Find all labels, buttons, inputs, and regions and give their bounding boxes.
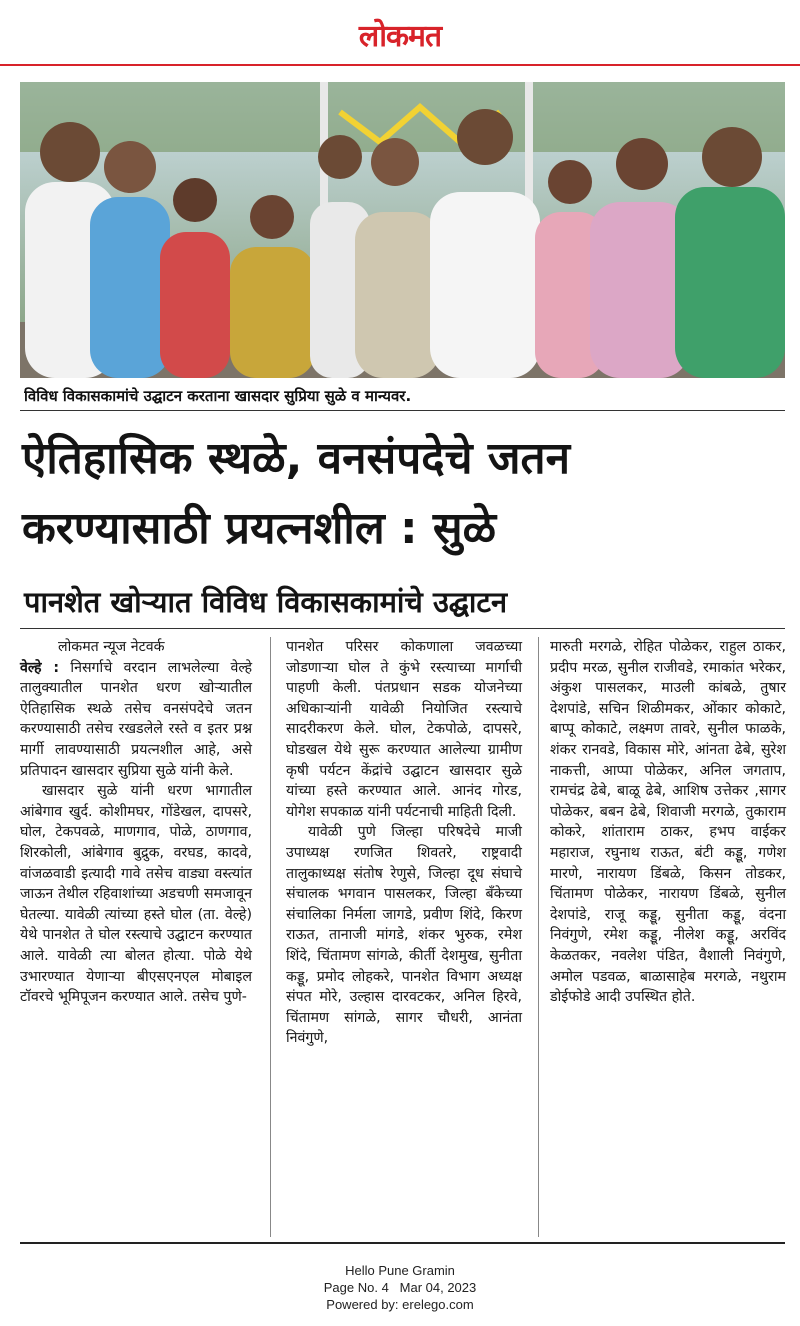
column-divider-1: [270, 637, 271, 1237]
powered-by: Powered by: erelego.com: [326, 1297, 474, 1312]
headline: [22, 424, 792, 564]
edition-name: Hello Pune Gramin: [345, 1263, 455, 1278]
headline-line-2: करण्यासाठी प्रयत्नशील : सुळे: [22, 503, 497, 554]
lokmat-logo: लोकमत: [358, 19, 442, 54]
page-footer: [0, 1262, 800, 1313]
dateline: वेल्हे :: [20, 659, 60, 676]
masthead: [0, 0, 800, 66]
photo-caption: विविध विकासकामांचे उद्घाटन करताना खासदार सुप्रिया सुळे व मान्यवर.: [24, 387, 412, 405]
paragraph-5: मारुती मरगळे, रोहित पोळेकर, राहुल ठाकर, प्रदीप मरळ, सुनील राजीवडे, रमाकांत भरेकर, अंकुश पासलकर, माउली कांबळे, तुषार देशपांडे, सचिन शिळीमकर, ओंकार कोकाटे, बाप्पू कोकाटे, लक्ष्मण तावरे, सुनील फाळके, शंकर रानवडे, विकास मोरे, आंनता ढेबे, सुरेश नाकत्ती, आप्पा पोळेकर, अनिल जगताप, रामचंद्र ढेबे, बाळू ढेबे, आशिष उत्तेकर ,सागर पोळेकर, बबन ढेबे, शिवाजी मरगळे, तुकाराम कोकरे, शांताराम ठाकर, हभप वाईकर महाराज, रघुनाथ राऊत, बंटी कड्डू, गणेश मारणे, नारायण डिंबळे, किसन तोडकर, चिंतामण पोळेकर, नारायण डिंबळे, सुनील देशपांडे, राजू कड्डू, सुनीता कड्डू, वंदना निवंगुणे, रमेश कड्डू, नीलेश कड्डू, अरविंद केळतकर, नवलेश पंडित, वैशाली निवंगुणे, अमोल पडवळ, बाळासाहेब मरगळे, नथुराम डोईफोडे आदी उपस्थित होते.: [550, 639, 786, 1006]
news-photo: [20, 82, 785, 378]
paragraph-intro-text: निसर्गाचे वरदान लाभलेल्या वेल्हे तालुक्यातील पानशेत धरण खोऱ्यातील ऐतिहासिक स्थळे तसेच वनसंपदेचे जतन करण्यासाठी तसेच रखडलेले रस्ते व इतर प्रश्न मार्गी लावण्यासाठी प्रयत्नशील आहे, असे प्रतिपादन खासदार सुप्रिया सुळे यांनी केले.: [20, 659, 252, 779]
subheadline: पानशेत खोऱ्यात विविध विकासकामांचे उद्घाटन: [24, 585, 508, 619]
footer-rule: [20, 1242, 785, 1244]
headline-line-1: ऐतिहासिक स्थळे, वनसंपदेचे जतन: [22, 433, 571, 484]
article-column-1: [20, 637, 252, 1008]
masthead-rule: [0, 64, 800, 66]
paragraph-4: यावेळी पुणे जिल्हा परिषदेचे माजी उपाध्यक्ष रणजित शिवतरे, राष्ट्रवादी तालुकाध्यक्ष संतोष रेणुसे, जिल्हा दूध संघाचे संचालक भगवान पासलकर, जिल्हा बँकेच्या संचालिका निर्मला जागडे, प्रवीण शिंदे, किरण राऊत, तानाजी मांगडे, शंकर भुरुक, रमेश शिंदे, चिंतामण सांगळे, कीर्ती देशमुख, सुनीता कड्डू, प्रमोद लोहकरे, पानशेत विभाग अध्यक्ष संपत मोरे, उल्हास दारवटकर, अनिल हिरवे, चिंतामण सांगळे, सागर चौधरी, आनंता निवंगुणे,: [286, 824, 522, 1047]
page-info: [0, 1279, 800, 1296]
paragraph-intro: [20, 658, 252, 782]
page-number: Page No. 4: [323, 1280, 389, 1295]
column-divider-2: [538, 637, 539, 1237]
caption-divider: [20, 410, 785, 411]
paragraph-3: पानशेत परिसर कोकणाला जवळच्या जोडणाऱ्या घोल ते कुंभे रस्त्याच्या मार्गाची पाहणी केली. पंतप्रधान सडक योजनेच्या अधिकाऱ्यांनी यावेळी नियोजित रस्त्याचे सादरीकरण केले. घोल, टेकपोळे, दापसरे, घोडखल येथे सुरू करण्यात आलेल्या ग्रामीण कृषी पर्यटन केंद्रांचे उद्घाटन खासदार सुळे यांच्या हस्ते करण्यात आले. आनंद गोरड, योगेश सपकाळ यांनी पर्यटनाची माहिती दिली.: [286, 639, 522, 820]
byline: लोकमत न्यूज नेटवर्क: [58, 639, 165, 655]
group-photo-illustration: [20, 82, 785, 378]
article-column-3: [550, 637, 786, 1008]
article-column-2: [286, 637, 522, 1049]
paragraph-2: खासदार सुळे यांनी धरण भागातील आंबेगाव खुर्द. कोशीमघर, गोंडेखल, दापसरे, घोल, टेकपवळे, माणगाव, पोळे, ठाणगाव, शिरकोली, आंबेगाव बुद्रुक, वरघड, कादवे, वांजळवाडी इत्यादी गावे तसेच वाड्या वस्त्यांत जाऊन तेथील रहिवाशांच्या अडचणी समजावून घेतल्या. यावेळी त्यांच्या हस्ते घोल (ता. वेल्हे) येथे पानशेत ते घोल रस्त्याचे उद्घाटन करण्यात आले. यावेळी त्या बोलत होत्या. पोळे येथे उभारण्यात येणाऱ्या बीएसएनएल मोबाइल टॉवरचे भूमिपूजन करण्यात आले. तसेच पुणे-: [20, 783, 252, 1006]
publish-date: Mar 04, 2023: [399, 1280, 477, 1295]
subheadline-divider: [20, 628, 785, 629]
